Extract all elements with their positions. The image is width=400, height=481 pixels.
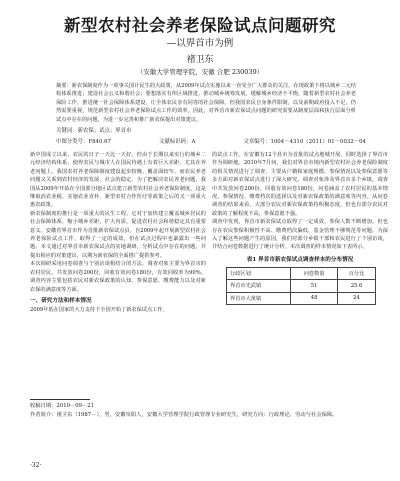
- keywords: 关键词：新农保；试点；界首市: [56, 128, 132, 134]
- body-paragraph: 2009年低在国家的大力支持下全国开始了新农保试点工作。: [30, 306, 168, 313]
- table-header-cell: 行政区划: [227, 267, 291, 279]
- classification-row: [56, 137, 366, 145]
- classification-number: 中图分类号：F840.67: [56, 139, 111, 145]
- document-code: 文献标识码：A: [159, 139, 196, 145]
- body-paragraph: 新农保制度的推行是一项重大的民生工程。它对于加快建立覆盖城乡居民的社会保障体系，缩小城乡差距，扩大内需，促进农村社会和谐稳定具有重要意义。安徽省界首市作为首批新农保试点县，自2009年起开展新型农村社会养老保险试点工作，取得了一定的成效，但在试点过程中也暴露出一些问题。本文通过对界首市新农保试点的实地调研，分析试点中存在的问题，并提出相应的对策建议，以期为新农保的全面推广提供参考。: [30, 210, 206, 259]
- sample-table: [226, 267, 376, 305]
- footnote-divider: [30, 399, 90, 400]
- received-date: 收稿日期：2010－09－21: [30, 403, 95, 409]
- table-header-cell: 百分比: [337, 267, 375, 279]
- table-cell: 界首市光武镇: [227, 280, 291, 292]
- article-title: 新型农村社会养老保险试点问题研究: [64, 16, 336, 35]
- body-paragraph: 本次调研采用问卷调查与个别访谈相结合的方法，调查对象主要为界首市的农村居民，共发放问卷200份，回收有效问卷180份，有效回收率为90%。调查内容主要包括农民对新农保政策的认知、参保意愿、缴费能力以及对新农保的满意度等方面。: [30, 261, 206, 293]
- body-paragraph: 调查中发现，界首市新农保试点取得了一定成效，参保人数不断增加，但也存在农民参保积极性不高、缴费档次偏低、基金管理不够规范等问题。为深入了解这些问题产生的原因，我们对部分乡镇干部和农民进行了个别访谈，并结合问卷数据进行了统计分析。本次调查的样本情况如下表所示。: [212, 219, 388, 251]
- article-subtitle: —以界首市为例: [166, 38, 234, 49]
- table-cell: 界首市大黄镇: [227, 292, 291, 304]
- author-affiliation: （安徽大学管理学院，安徽 合肥 230039）: [136, 68, 264, 76]
- table-cell: 48: [291, 292, 338, 304]
- table-row: [227, 292, 376, 304]
- section-heading: 一、研究方法和样本情况: [30, 297, 92, 304]
- table-cell: 51: [291, 280, 338, 292]
- right-column: [212, 151, 388, 305]
- table-header-row: [227, 267, 376, 279]
- table-header-cell: 问卷数量: [291, 267, 338, 279]
- body-paragraph: 新中国成立以来，农民的日子一天比一天好，但由于长期以来实行的城乡二元经济结构体系，使得农民与城市人在国民待遇上有着巨大差距，尤其在养老问题上。我国农村养老保障制度建设起步较晚、覆盖面较窄，而农民养老问题又关系到农村经济的发展、社会的稳定。为了把解决农民养老问题，我国从2009年开始在全国部分地区试点建立新型农村社会养老保险制度，这是继取消农业税、实施农业直补、新型农村合作医疗等政策之后的又一项重大惠农政策。: [30, 152, 206, 209]
- table-title: 表1 界首市新农保试点调查样本的分布情况: [246, 256, 354, 263]
- article-number: 文章编号：1004－4310（2011）01－0032－04: [243, 139, 366, 145]
- table-cell: 24: [337, 292, 375, 304]
- abstract: 摘要：新农保制度作为一项事关国计民生的大政策，从2009年试点实施以来一直受全广大群众的关注。在现政策下将以城乡二元结构体系推进；建设社会公义和谐社会；要想落实有所区域推进，推动城乡统筹发展，缓解城乡经济不平衡。随着新型农村社会养老保险工作，推进统一社会保障体系建设，让全体农民享有同等的社会保障。但我国农民自身条件限制，以及前期政府投入不足，仍然需要重视，规范新型农村社会养老保险试点工作的效率。因此，对界首市新农保试点问题的研究需要从制度层面和执行层面分析试点中存在的问题，为进一步完善和推广新农保提出对策建议。: [56, 83, 356, 123]
- page-number: ·32·: [30, 462, 42, 469]
- left-column: [30, 151, 206, 314]
- body-paragraph: 的试点工作。在安徽有12个县市为首批的试点地城开展，同时选择了界首市作为调研地。2010年7月间，我们对界首市境内新型农村社会养老保险制度的相关情况进行了调查，主要从户籍和家庭规模、参保情况以及参保意愿等多方面对新农保试点进行了深入研究。调查对象涉及界首市多个乡镇，调查中共发放问卷200份，回收有效问卷180份，问卷涵盖了农村居民的基本情况、参保情况、缴费档次的选择以及对新农保政策的满意度等内容。从问卷调查的结果来看，大部分农民对新农保政策持积极态度，但也有部分农民对政策的了解程度不高，参保意愿不强。: [212, 152, 388, 217]
- author-bio: 作者简介：褚卫东（1987－），男，安徽阜阳人，安徽大学管理学院行政管理专业研究生，研究方向：行政理论、劳动与社会保障。: [30, 412, 338, 418]
- table-cell: 25.6: [337, 280, 375, 292]
- author-name: 褚卫东: [186, 55, 214, 65]
- table-row: [227, 280, 376, 292]
